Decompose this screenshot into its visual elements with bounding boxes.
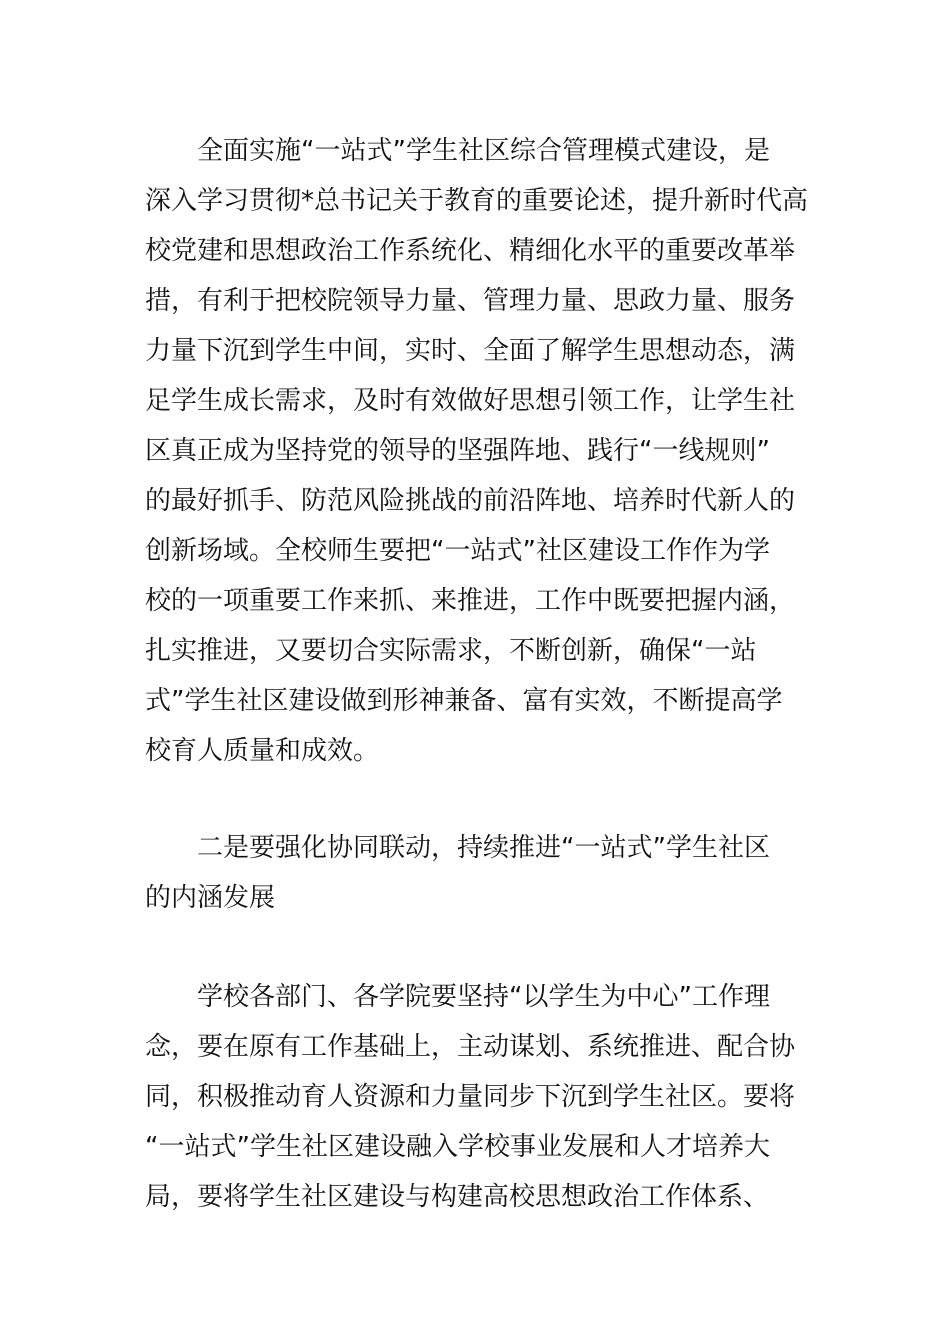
section-heading-line-2: 的内涵发展 <box>145 883 276 913</box>
paragraph-1-line-4: 措，有利于把校院领导力量、管理力量、思政力量、服务 <box>145 286 796 316</box>
paragraph-1-line-9: 创新场域。全校师生要把“一站式”社区建设工作作为学 <box>145 536 770 566</box>
paragraph-1-line-11: 扎实推进，又要切合实际需求，不断创新，确保“一站 <box>145 636 757 666</box>
paragraph-1-line-8: 的最好抓手、防范风险挑战的前沿阵地、培养时代新人的 <box>145 486 796 516</box>
paragraph-1-line-12: 式”学生社区建设做到形神兼备、富有实效，不断提高学 <box>145 686 783 716</box>
paragraph-1-line-10: 校的一项重要工作来抓、来推进，工作中既要把握内涵， <box>145 586 796 616</box>
section-heading-line-1: 二是要强化协同联动，持续推进“一站式”学生社区 <box>197 833 770 863</box>
paragraph-1-line-3: 校党建和思想政治工作系统化、精细化水平的重要改革举 <box>145 236 796 266</box>
paragraph-1-line-6: 足学生成长需求，及时有效做好思想引领工作，让学生社 <box>145 386 796 416</box>
paragraph-1-line-2: 深入学习贯彻*总书记关于教育的重要论述，提升新时代高 <box>145 186 809 216</box>
paragraph-2-line-2: 念，要在原有工作基础上，主动谋划、系统推进、配合协 <box>145 1032 796 1062</box>
paragraph-1-line-13: 校育人质量和成效。 <box>145 736 380 766</box>
paragraph-2-line-5: 局，要将学生社区建设与构建高校思想政治工作体系、 <box>145 1182 770 1212</box>
paragraph-1-line-7: 区真正成为坚持党的领导的坚强阵地、践行“一线规则” <box>145 436 770 466</box>
paragraph-2-line-4: “一站式”学生社区建设融入学校事业发展和人才培养大 <box>145 1132 770 1162</box>
paragraph-2-line-1: 学校各部门、各学院要坚持“以学生为中心”工作理 <box>197 982 770 1012</box>
paragraph-2-line-3: 同，积极推动育人资源和力量同步下沉到学生社区。要将 <box>145 1082 796 1112</box>
paragraph-1-line-5: 力量下沉到学生中间，实时、全面了解学生思想动态，满 <box>145 336 796 366</box>
paragraph-1-line-1: 全面实施“一站式”学生社区综合管理模式建设，是 <box>197 136 770 166</box>
